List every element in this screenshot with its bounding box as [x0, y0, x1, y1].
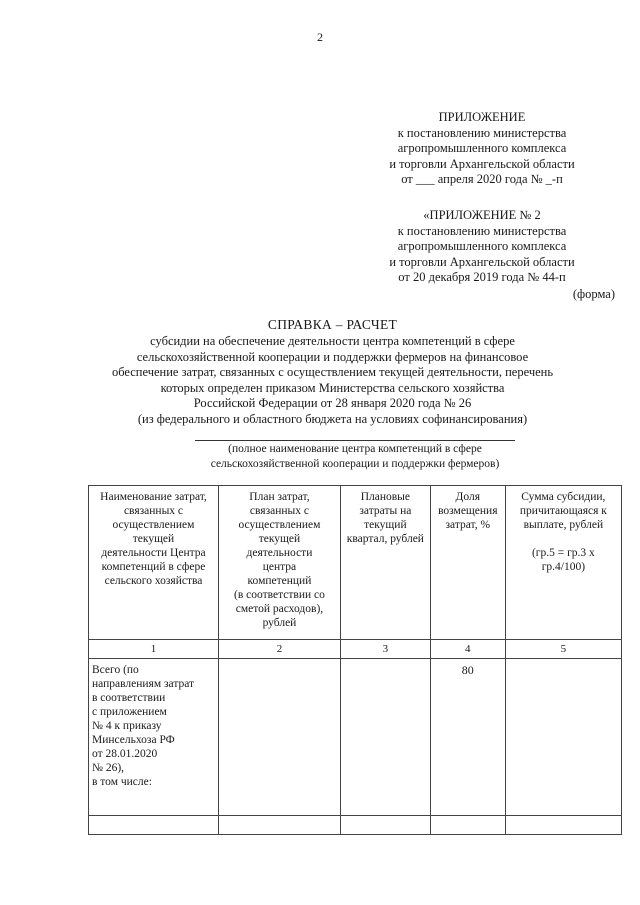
annex2-line: и торговли Архангельской области: [389, 254, 575, 269]
header-share: Доля возмещения затрат, %: [430, 486, 505, 640]
table-row-blank: [89, 816, 622, 835]
annex-title: ПРИЛОЖЕНИЕ: [438, 110, 526, 124]
annex-line: к постановлению министерства: [397, 125, 567, 140]
calculation-table: [88, 485, 622, 835]
column-number: 1: [89, 640, 219, 659]
annex-line: агропромышленного комплекса: [397, 141, 567, 155]
fill-in-hint: [180, 442, 530, 472]
blank-cell: [505, 816, 621, 835]
annex-header: [352, 110, 612, 188]
annex-date-line: от ___ апреля 2020 года № _-п: [401, 172, 563, 186]
column-number: 2: [218, 640, 340, 659]
total-subsidy-cell: [505, 659, 621, 816]
blank-cell: [430, 816, 505, 835]
subtitle-line: (из федерального и областного бюджета на условиях софинансирования): [137, 411, 528, 426]
annex2-header: [352, 208, 612, 286]
header-quarter: Плановые затраты на текущий квартал, рублей: [340, 486, 430, 640]
table-row-total: [89, 659, 622, 816]
document-title: СПРАВКА – РАСЧЕТ: [267, 317, 398, 332]
subtitle-line: которых определен приказом Министерства сельского хозяйства: [160, 380, 505, 395]
header-plan: План затрат, связанных с осуществлением текущей деятельности центра компетенций (в соответствии со сметой расходов), рублей: [218, 486, 340, 640]
form-label: (форма): [572, 287, 615, 301]
blank-cell: [340, 816, 430, 835]
header-subsidy: Сумма субсидии, причитающаяся к выплате, рублей (гр.5 = гр.3 х гр.4/100): [505, 486, 621, 640]
subtitle-line: Российской Федерации от 28 января 2020 года № 26: [193, 396, 472, 410]
total-label: Всего (по направлениям затрат в соответствии с приложением № 4 к приказу Минсельхоза РФ от 28.01.2020 № 26), в том числе:: [89, 659, 219, 816]
annex2-line: агропромышленного комплекса: [397, 239, 567, 253]
subtitle-line: субсидии на обеспечение деятельности центра компетенций в сфере: [150, 334, 515, 348]
document-title-block: [80, 316, 585, 427]
total-share-cell: 80: [430, 659, 505, 816]
annex2-title: «ПРИЛОЖЕНИЕ № 2: [423, 208, 541, 222]
page-number: 2: [317, 30, 323, 44]
subtitle-line: обеспечение затрат, связанных с осуществлением текущей деятельности, перечень: [111, 365, 554, 379]
total-quarter-cell: [340, 659, 430, 816]
header-cost-name: Наименование затрат, связанных с осуществлением текущей деятельности Центра компетенций в сфере сельского хозяйства: [89, 486, 219, 640]
annex2-date-line: от 20 декабря 2019 года № 44-п: [398, 270, 566, 284]
blank-cell: [89, 816, 219, 835]
column-number: 3: [340, 640, 430, 659]
blank-cell: [218, 816, 340, 835]
column-number: 4: [430, 640, 505, 659]
hint-line: (полное наименование центра компетенций в сфере: [228, 443, 482, 455]
subtitle-line: сельскохозяйственной кооперации и поддержки фермеров на финансовое: [136, 349, 529, 364]
annex-line: и торговли Архангельской области: [389, 156, 575, 171]
column-number: 5: [505, 640, 621, 659]
total-plan-cell: [218, 659, 340, 816]
annex2-line: к постановлению министерства: [397, 223, 567, 238]
column-number-row: [89, 640, 622, 659]
hint-line: сельскохозяйственной кооперации и поддержки фермеров): [210, 458, 500, 470]
table-header-row: [89, 486, 622, 640]
fill-in-line: [195, 440, 515, 441]
